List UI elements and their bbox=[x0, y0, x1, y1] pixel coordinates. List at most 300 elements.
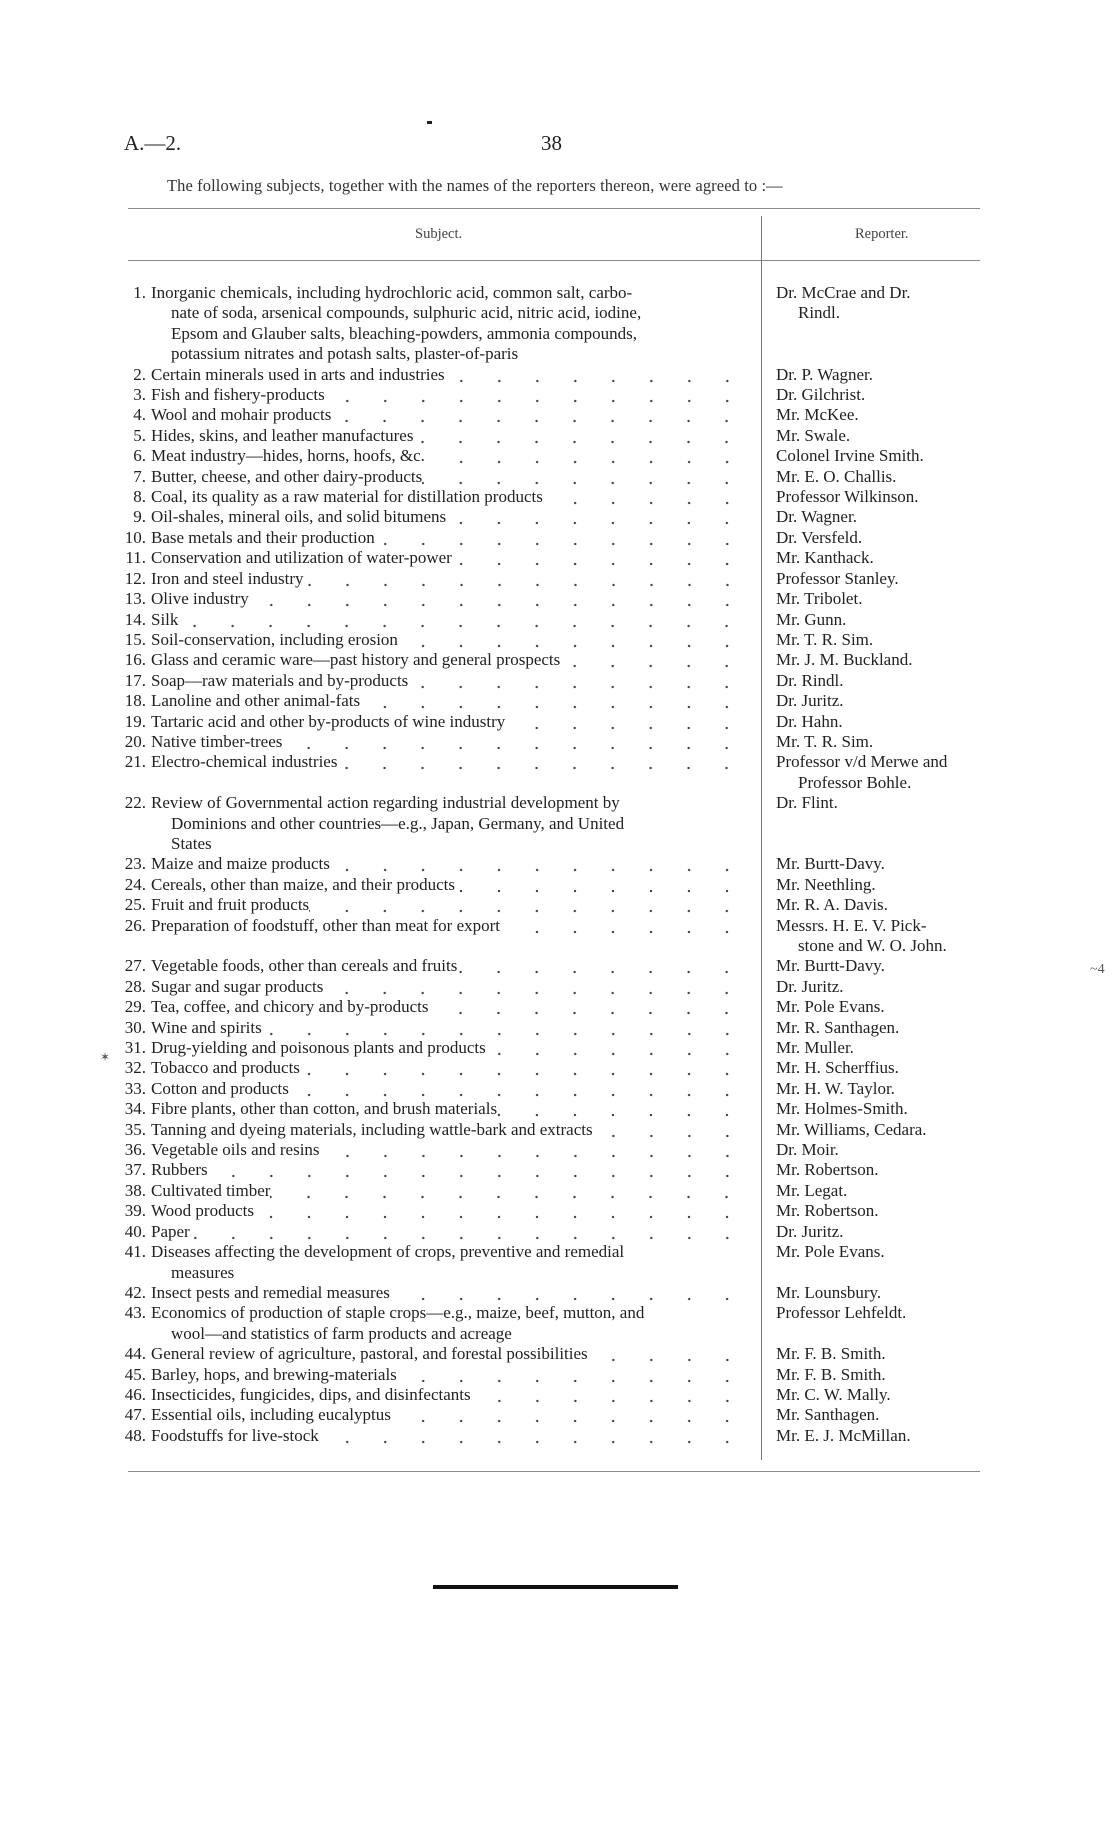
reporter-line: Mr. Williams, Cedara. bbox=[776, 1119, 927, 1139]
dot-leader bbox=[304, 569, 747, 589]
entry-number: 42. bbox=[124, 1282, 146, 1302]
reporter-line: Mr. H. Scherffius. bbox=[776, 1058, 899, 1078]
subject-line: Drug-yielding and poisonous plants and products bbox=[151, 1038, 486, 1058]
reporter-line: Mr. Neethling. bbox=[776, 874, 876, 894]
entry-reporter bbox=[776, 1099, 996, 1119]
reporter-line: Mr. Gunn. bbox=[776, 609, 847, 629]
dot-leader bbox=[391, 1405, 746, 1425]
reporter-line: Mr. J. M. Buckland. bbox=[776, 650, 913, 670]
margin-mark-right: ~4 bbox=[1090, 962, 1105, 977]
table-row bbox=[0, 1283, 1114, 1303]
reporter-line: Mr. Muller. bbox=[776, 1038, 854, 1058]
reporter-line: Mr. Legat. bbox=[776, 1180, 848, 1200]
entry-number: 30. bbox=[124, 1017, 146, 1037]
entry-subject bbox=[151, 548, 746, 568]
entry-number: 14. bbox=[124, 609, 146, 629]
reporter-line: Dr. Hahn. bbox=[776, 711, 843, 731]
entry-number: 12. bbox=[124, 568, 146, 588]
dot-leader bbox=[505, 712, 746, 732]
entry-reporter bbox=[776, 895, 996, 915]
entry-reporter bbox=[776, 1365, 996, 1385]
subject-line: Certain minerals used in arts and industries bbox=[151, 364, 445, 384]
entry-subject bbox=[151, 732, 746, 752]
entry-number: 26. bbox=[124, 915, 146, 935]
reporter-line: Professor Wilkinson. bbox=[776, 487, 919, 507]
dot-leader bbox=[413, 426, 746, 446]
entry-reporter bbox=[776, 671, 996, 691]
reporter-line: Mr. Burtt-Davy. bbox=[776, 956, 885, 976]
subject-line: Dominions and other countries—e.g., Japan, Germany, and United bbox=[171, 813, 625, 833]
entry-subject bbox=[151, 1344, 746, 1364]
entry-subject bbox=[151, 507, 746, 527]
entry-subject bbox=[151, 1405, 746, 1425]
subject-line: General review of agriculture, pastoral, and forestal possibilities bbox=[151, 1344, 588, 1364]
table-row bbox=[0, 793, 1114, 854]
entry-reporter bbox=[776, 752, 996, 793]
table-row bbox=[0, 650, 1114, 670]
entry-reporter bbox=[776, 589, 996, 609]
reporter-line: Mr. Kanthack. bbox=[776, 548, 874, 568]
table-row bbox=[0, 1018, 1114, 1038]
table-row bbox=[0, 426, 1114, 446]
ink-speck bbox=[427, 121, 432, 124]
table-row bbox=[0, 1140, 1114, 1160]
reporter-line: Mr. E. O. Challis. bbox=[776, 466, 897, 486]
entry-reporter bbox=[776, 732, 996, 752]
subject-line: Hides, skins, and leather manufactures bbox=[151, 425, 414, 445]
entry-reporter bbox=[776, 610, 996, 630]
dot-leader bbox=[330, 854, 746, 874]
entry-number: 4. bbox=[133, 405, 146, 425]
reporter-line: Mr. Swale. bbox=[776, 425, 851, 445]
dot-leader bbox=[428, 997, 746, 1017]
table-row bbox=[0, 630, 1114, 650]
reporter-line: Mr. Pole Evans. bbox=[776, 1242, 885, 1262]
table-row bbox=[0, 1099, 1114, 1119]
entry-reporter bbox=[776, 446, 996, 466]
table-row bbox=[0, 1222, 1114, 1242]
entry-subject bbox=[151, 569, 746, 589]
entry-subject bbox=[151, 1160, 746, 1180]
entry-number: 31. bbox=[124, 1038, 146, 1058]
entry-reporter bbox=[776, 528, 996, 548]
subject-line: Insect pests and remedial measures bbox=[151, 1282, 390, 1302]
entry-number: 7. bbox=[133, 466, 146, 486]
table-row bbox=[0, 589, 1114, 609]
table-row bbox=[0, 467, 1114, 487]
reporter-line: Professor Lehfeldt. bbox=[776, 1303, 907, 1323]
reporter-line: Messrs. H. E. V. Pick- bbox=[776, 915, 927, 935]
table-row bbox=[0, 548, 1114, 568]
entry-number: 15. bbox=[124, 629, 146, 649]
entry-reporter bbox=[776, 650, 996, 670]
subject-line: wool—and statistics of farm products and acreage bbox=[171, 1323, 512, 1343]
dot-leader bbox=[452, 548, 746, 568]
dot-leader bbox=[323, 977, 746, 997]
entry-number: 43. bbox=[124, 1303, 146, 1323]
dot-leader bbox=[593, 1120, 746, 1140]
top-rule bbox=[128, 208, 980, 209]
subject-line: Wine and spirits bbox=[151, 1017, 262, 1037]
subject-line: Paper bbox=[151, 1221, 190, 1241]
end-rule bbox=[433, 1585, 678, 1589]
entry-number: 40. bbox=[124, 1221, 146, 1241]
entry-number: 41. bbox=[124, 1242, 146, 1262]
entry-reporter bbox=[776, 1426, 996, 1446]
entry-subject bbox=[151, 385, 746, 405]
document-reference: A.—2. bbox=[124, 131, 182, 155]
dot-leader bbox=[319, 1426, 746, 1446]
table-row bbox=[0, 691, 1114, 711]
dot-leader bbox=[360, 691, 746, 711]
entry-subject bbox=[151, 875, 746, 895]
dot-leader bbox=[398, 630, 746, 650]
entry-number: 23. bbox=[124, 854, 146, 874]
dot-leader bbox=[457, 956, 746, 976]
entry-reporter bbox=[776, 630, 996, 650]
dot-leader bbox=[408, 671, 746, 691]
table-row bbox=[0, 1405, 1114, 1425]
entry-number: 2. bbox=[133, 364, 146, 384]
entry-number: 3. bbox=[133, 385, 146, 405]
subject-line: Economics of production of staple crops—e.g., maize, beef, mutton, and bbox=[151, 1303, 645, 1323]
reporter-line: Mr. Holmes-Smith. bbox=[776, 1099, 908, 1119]
subject-line: Tobacco and products bbox=[151, 1058, 300, 1078]
table-row bbox=[0, 528, 1114, 548]
reporter-line: stone and W. O. John. bbox=[798, 936, 947, 955]
entry-subject bbox=[151, 671, 746, 691]
reporter-line: Rindl. bbox=[798, 303, 841, 323]
entry-reporter bbox=[776, 1058, 996, 1078]
table-row bbox=[0, 1344, 1114, 1364]
subject-line: Silk bbox=[151, 609, 179, 629]
entry-subject bbox=[151, 1283, 746, 1303]
entry-reporter bbox=[776, 569, 996, 589]
subject-line: Soap—raw materials and by-products bbox=[151, 670, 409, 690]
reporter-line: Professor Bohle. bbox=[798, 772, 912, 792]
dot-leader bbox=[375, 528, 746, 548]
entry-reporter bbox=[776, 426, 996, 446]
entry-number: 17. bbox=[124, 670, 146, 690]
entry-number: 24. bbox=[124, 874, 146, 894]
dot-leader bbox=[300, 1058, 746, 1078]
entry-number: 1. bbox=[133, 283, 146, 302]
entry-reporter bbox=[776, 1140, 996, 1160]
table-row bbox=[0, 1201, 1114, 1221]
table-row bbox=[0, 916, 1114, 957]
dot-leader bbox=[190, 1222, 746, 1242]
entry-number: 28. bbox=[124, 976, 146, 996]
entry-reporter bbox=[776, 1201, 996, 1221]
table-row bbox=[0, 405, 1114, 425]
subject-line: Cultivated timber bbox=[151, 1180, 271, 1200]
entry-reporter bbox=[776, 793, 996, 854]
entry-reporter bbox=[776, 1181, 996, 1201]
reporter-line: Dr. Versfeld. bbox=[776, 527, 863, 547]
dot-leader bbox=[397, 1365, 746, 1385]
subject-line: Diseases affecting the development of crops, preventive and remedial bbox=[151, 1242, 625, 1262]
subject-line: Native timber-trees bbox=[151, 731, 283, 751]
subject-line: Barley, hops, and brewing-materials bbox=[151, 1364, 397, 1384]
entry-subject bbox=[151, 365, 746, 385]
subject-line: Wool and mohair products bbox=[151, 405, 332, 425]
entry-reporter bbox=[776, 385, 996, 405]
subject-line: Fruit and fruit products bbox=[151, 895, 310, 915]
dot-leader bbox=[486, 1038, 746, 1058]
entry-number: 18. bbox=[124, 691, 146, 711]
entry-reporter bbox=[776, 1344, 996, 1364]
entry-subject bbox=[151, 283, 746, 365]
entry-number: 29. bbox=[124, 997, 146, 1017]
entry-reporter bbox=[776, 365, 996, 385]
subject-line: Maize and maize products bbox=[151, 854, 330, 874]
entry-reporter bbox=[776, 1242, 996, 1283]
subject-line: Fibre plants, other than cotton, and brush materials bbox=[151, 1099, 498, 1119]
table-row bbox=[0, 487, 1114, 507]
entry-subject bbox=[151, 650, 746, 670]
reporter-line: Mr. C. W. Mally. bbox=[776, 1384, 891, 1404]
entry-subject bbox=[151, 1018, 746, 1038]
entry-reporter bbox=[776, 1160, 996, 1180]
entry-subject bbox=[151, 1303, 746, 1344]
entry-subject bbox=[151, 1038, 746, 1058]
margin-mark-left: ✶ bbox=[100, 1050, 111, 1064]
entry-number: 19. bbox=[124, 711, 146, 731]
reporter-line: Mr. R. Santhagen. bbox=[776, 1017, 900, 1037]
table-row bbox=[0, 1120, 1114, 1140]
reporter-line: Dr. Rindl. bbox=[776, 670, 844, 690]
table-row bbox=[0, 365, 1114, 385]
table-row bbox=[0, 712, 1114, 732]
entry-number: 38. bbox=[124, 1180, 146, 1200]
subject-column-header: Subject. bbox=[415, 226, 463, 242]
entry-reporter bbox=[776, 405, 996, 425]
table-row bbox=[0, 732, 1114, 752]
table-row bbox=[0, 1058, 1114, 1078]
entry-subject bbox=[151, 446, 746, 466]
entry-subject bbox=[151, 956, 746, 976]
entry-reporter bbox=[776, 997, 996, 1017]
subject-line: Cotton and products bbox=[151, 1078, 289, 1098]
reporter-column-header: Reporter. bbox=[855, 226, 909, 242]
table-row bbox=[0, 385, 1114, 405]
entry-reporter bbox=[776, 1038, 996, 1058]
entry-number: 32. bbox=[124, 1058, 146, 1078]
entry-subject bbox=[151, 1140, 746, 1160]
dot-leader bbox=[497, 1099, 746, 1119]
entry-number: 25. bbox=[124, 895, 146, 915]
entry-number: 20. bbox=[124, 731, 146, 751]
table-row bbox=[0, 1242, 1114, 1283]
dot-leader bbox=[270, 1181, 746, 1201]
subject-line: Tartaric acid and other by-products of wine industry bbox=[151, 711, 506, 731]
subjects-table bbox=[0, 283, 1114, 1446]
entry-number: 48. bbox=[124, 1425, 146, 1445]
table-row bbox=[0, 610, 1114, 630]
entry-subject bbox=[151, 712, 746, 732]
table-row bbox=[0, 956, 1114, 976]
entry-subject bbox=[151, 916, 746, 957]
page-number: 38 bbox=[541, 131, 562, 155]
entry-reporter bbox=[776, 487, 996, 507]
entry-subject bbox=[151, 487, 746, 507]
entry-number: 5. bbox=[133, 425, 146, 445]
reporter-line: Dr. McCrae and Dr. bbox=[776, 283, 911, 302]
subject-line: nate of soda, arsenical compounds, sulphuric acid, nitric acid, iodine, bbox=[171, 303, 642, 323]
bottom-rule bbox=[128, 1471, 980, 1472]
entry-reporter bbox=[776, 1283, 996, 1303]
dot-leader bbox=[446, 507, 746, 527]
dot-leader bbox=[331, 405, 746, 425]
entry-subject bbox=[151, 610, 746, 630]
dot-leader bbox=[425, 446, 746, 466]
entry-subject bbox=[151, 1242, 746, 1283]
entry-number: 6. bbox=[133, 446, 146, 466]
dot-leader bbox=[325, 385, 746, 405]
table-row bbox=[0, 507, 1114, 527]
subject-line: States bbox=[171, 833, 212, 853]
subject-line: Cereals, other than maize, and their products bbox=[151, 874, 455, 894]
reporter-line: Dr. Flint. bbox=[776, 793, 838, 813]
entry-subject bbox=[151, 1099, 746, 1119]
reporter-line: Mr. Pole Evans. bbox=[776, 997, 885, 1017]
dot-leader bbox=[445, 365, 746, 385]
dot-leader bbox=[208, 1160, 746, 1180]
entry-number: 45. bbox=[124, 1364, 146, 1384]
entry-subject bbox=[151, 1385, 746, 1405]
intro-text: The following subjects, together with the names of the reporters thereon, were agreed to :— bbox=[167, 176, 783, 195]
reporter-line: Dr. P. Wagner. bbox=[776, 364, 874, 384]
subject-line: Butter, cheese, and other dairy-products bbox=[151, 466, 423, 486]
table-row bbox=[0, 1426, 1114, 1446]
reporter-line: Mr. Santhagen. bbox=[776, 1405, 880, 1425]
subject-line: Coal, its quality as a raw material for distillation products bbox=[151, 487, 543, 507]
dot-leader bbox=[249, 589, 746, 609]
entry-number: 46. bbox=[124, 1384, 146, 1404]
entry-reporter bbox=[776, 1222, 996, 1242]
entry-reporter bbox=[776, 1079, 996, 1099]
entry-number: 44. bbox=[124, 1344, 146, 1364]
subject-line: Tanning and dyeing materials, including wattle-bark and extracts bbox=[151, 1119, 593, 1139]
reporter-line: Mr. Burtt-Davy. bbox=[776, 854, 885, 874]
reporter-line: Mr. F. B. Smith. bbox=[776, 1344, 886, 1364]
dot-leader bbox=[289, 1079, 746, 1099]
table-row bbox=[0, 752, 1114, 793]
reporter-line: Mr. T. R. Sim. bbox=[776, 731, 874, 751]
entry-subject bbox=[151, 691, 746, 711]
entry-subject bbox=[151, 752, 746, 793]
entry-subject bbox=[151, 1181, 746, 1201]
subject-line: Glass and ceramic ware—past history and general prospects bbox=[151, 650, 561, 670]
entry-subject bbox=[151, 589, 746, 609]
entry-subject bbox=[151, 793, 746, 854]
entry-number: 33. bbox=[124, 1078, 146, 1098]
subject-line: Essential oils, including eucalyptus bbox=[151, 1405, 391, 1425]
entry-subject bbox=[151, 467, 746, 487]
subject-line: Epsom and Glauber salts, bleaching-powders, ammonia compounds, bbox=[171, 323, 637, 343]
entry-subject bbox=[151, 1120, 746, 1140]
reporter-line: Mr. Tribolet. bbox=[776, 589, 863, 609]
dot-leader bbox=[500, 916, 746, 936]
table-row bbox=[0, 1079, 1114, 1099]
reporter-line: Colonel Irvine Smith. bbox=[776, 446, 924, 466]
entry-reporter bbox=[776, 283, 996, 365]
subject-line: Inorganic chemicals, including hydrochloric acid, common salt, carbo- bbox=[151, 283, 633, 302]
entry-number: 8. bbox=[133, 487, 146, 507]
table-row bbox=[0, 1181, 1114, 1201]
dot-leader bbox=[588, 1344, 746, 1364]
table-row bbox=[0, 446, 1114, 466]
subject-line: Base metals and their production bbox=[151, 527, 375, 547]
entry-number: 35. bbox=[124, 1119, 146, 1139]
entry-number: 34. bbox=[124, 1099, 146, 1119]
entry-reporter bbox=[776, 467, 996, 487]
reporter-line: Mr. McKee. bbox=[776, 405, 859, 425]
subject-line: Electro-chemical industries bbox=[151, 752, 338, 772]
entry-number: 22. bbox=[124, 793, 146, 813]
table-row bbox=[0, 1385, 1114, 1405]
reporter-line: Mr. Lounsbury. bbox=[776, 1282, 882, 1302]
reporter-line: Professor v/d Merwe and bbox=[776, 752, 948, 772]
dot-leader bbox=[262, 1018, 746, 1038]
entry-subject bbox=[151, 1201, 746, 1221]
reporter-line: Dr. Gilchrist. bbox=[776, 385, 866, 405]
reporter-line: Mr. H. W. Taylor. bbox=[776, 1078, 895, 1098]
subject-line: Foodstuffs for live-stock bbox=[151, 1425, 319, 1445]
subject-line: Oil-shales, mineral oils, and solid bitumens bbox=[151, 507, 447, 527]
entry-reporter bbox=[776, 548, 996, 568]
reporter-line: Dr. Wagner. bbox=[776, 507, 857, 527]
dot-leader bbox=[455, 875, 746, 895]
reporter-line: Mr. Robertson. bbox=[776, 1201, 879, 1221]
entry-reporter bbox=[776, 1405, 996, 1425]
entry-subject bbox=[151, 426, 746, 446]
reporter-line: Dr. Juritz. bbox=[776, 1221, 844, 1241]
table-row bbox=[0, 1303, 1114, 1344]
entry-number: 21. bbox=[124, 752, 146, 772]
entry-subject bbox=[151, 1079, 746, 1099]
entry-subject bbox=[151, 405, 746, 425]
entry-number: 39. bbox=[124, 1201, 146, 1221]
dot-leader bbox=[282, 732, 746, 752]
entry-number: 37. bbox=[124, 1160, 146, 1180]
entry-subject bbox=[151, 528, 746, 548]
dot-leader bbox=[254, 1201, 746, 1221]
entry-number: 16. bbox=[124, 650, 146, 670]
table-row bbox=[0, 283, 1114, 365]
entry-number: 47. bbox=[124, 1405, 146, 1425]
entry-reporter bbox=[776, 712, 996, 732]
entry-subject bbox=[151, 1365, 746, 1385]
dot-leader bbox=[309, 895, 746, 915]
reporter-line: Dr. Juritz. bbox=[776, 691, 844, 711]
subject-line: Wood products bbox=[151, 1201, 254, 1221]
dot-leader bbox=[178, 610, 746, 630]
dot-leader bbox=[422, 467, 746, 487]
subject-line: Vegetable foods, other than cereals and fruits bbox=[151, 956, 458, 976]
subject-line: Tea, coffee, and chicory and by-products bbox=[151, 997, 429, 1017]
entry-number: 36. bbox=[124, 1140, 146, 1160]
table-row bbox=[0, 875, 1114, 895]
subject-line: Fish and fishery-products bbox=[151, 385, 325, 405]
entry-reporter bbox=[776, 1018, 996, 1038]
entry-subject bbox=[151, 997, 746, 1017]
subject-line: Sugar and sugar products bbox=[151, 976, 324, 996]
reporter-line: Mr. Robertson. bbox=[776, 1160, 879, 1180]
dot-leader bbox=[390, 1283, 746, 1303]
entry-subject bbox=[151, 1058, 746, 1078]
entry-subject bbox=[151, 977, 746, 997]
